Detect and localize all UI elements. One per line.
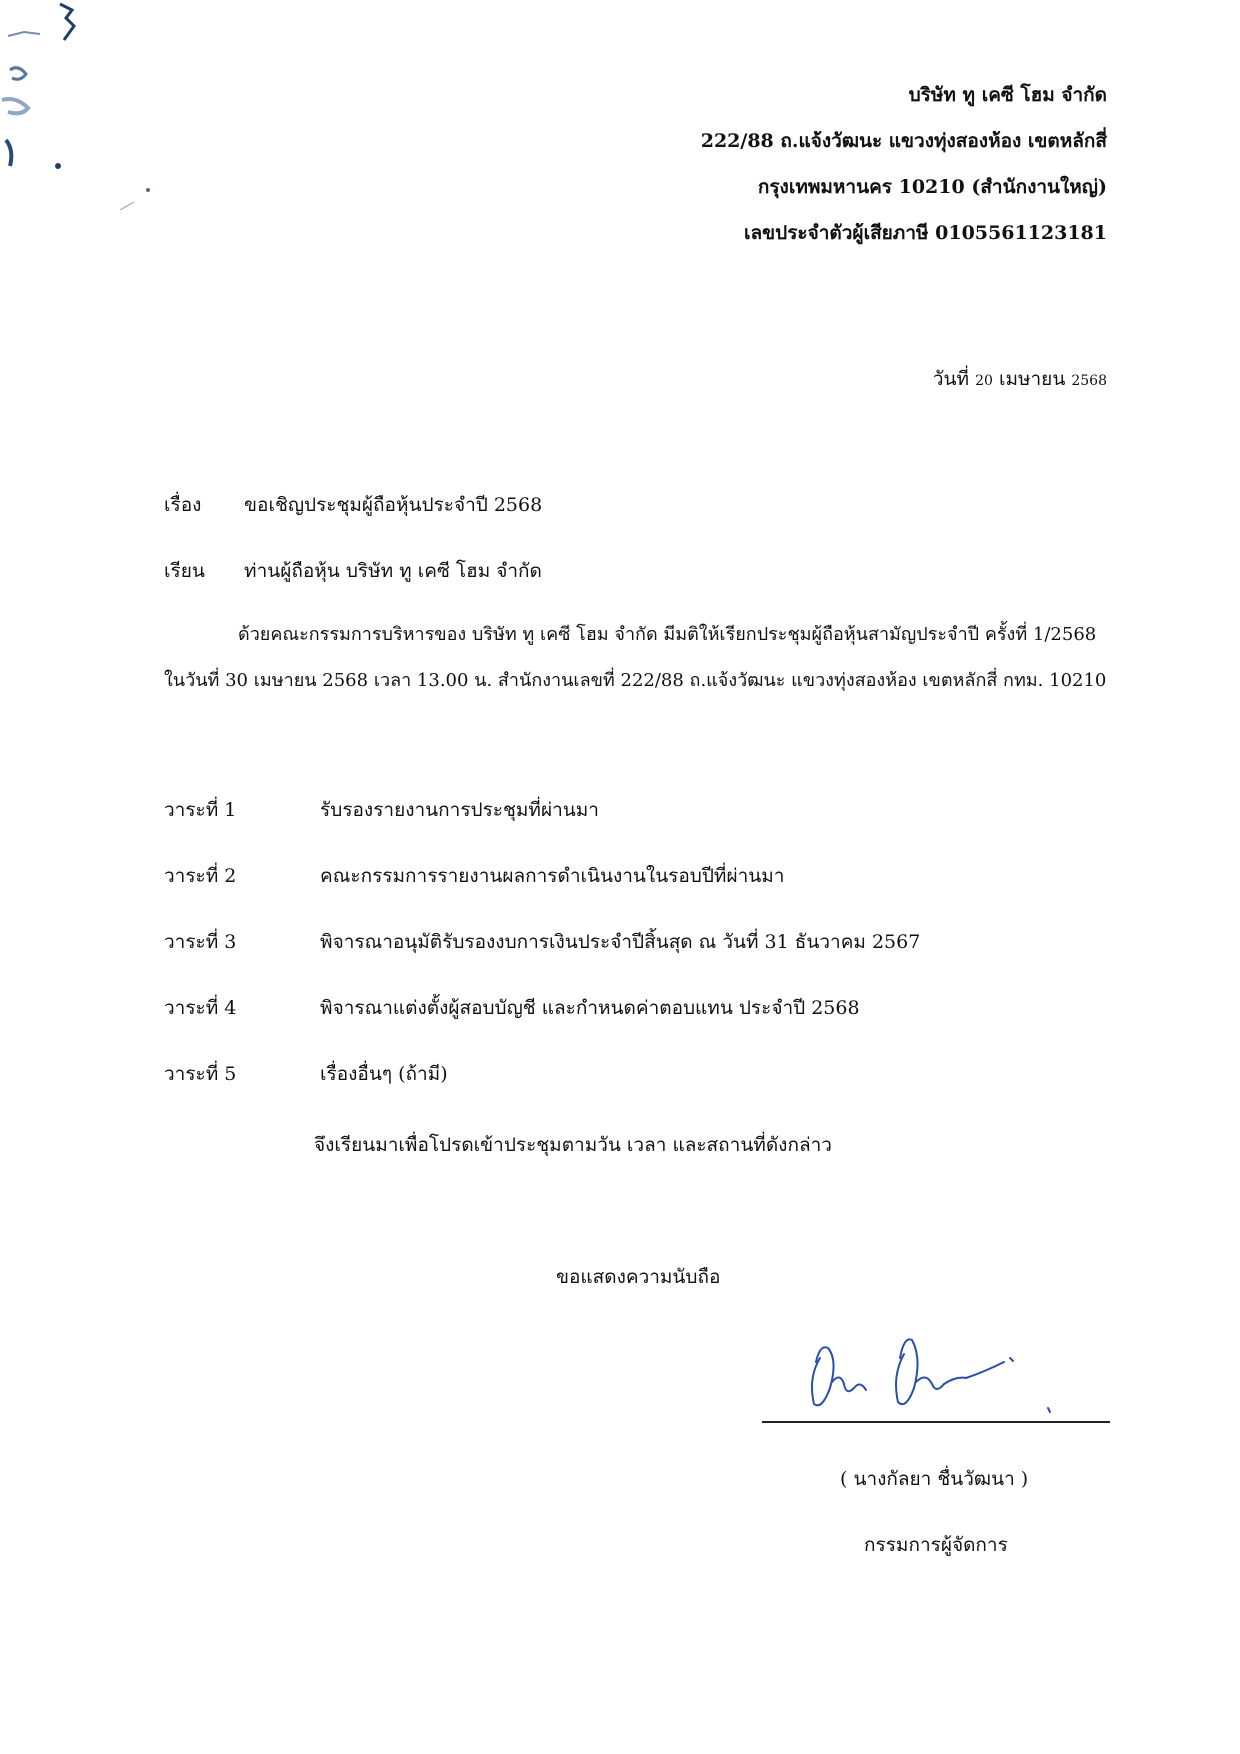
agenda-list (164, 795, 920, 1125)
agenda-number: วาระที่ 4 (164, 997, 237, 1019)
date-month: เมษายน (998, 368, 1066, 390)
company-address-line1: 222/88 ถ.แจ้งวัฒนะ แขวงทุ่งสองห้อง เขตหลักสี่ (700, 130, 1107, 152)
recipient-label: เรียน (164, 560, 205, 582)
agenda-text: รับรองรายงานการประชุมที่ผ่านมา (320, 799, 599, 821)
agenda-item (164, 861, 920, 927)
ink-smudge-mark (0, 0, 180, 220)
regards-text: ขอแสดงความนับถือ (556, 1266, 721, 1288)
recipient-text: ท่านผู้ถือหุ้น บริษัท ทู เคซี โฮม จำกัด (244, 560, 542, 582)
agenda-number: วาระที่ 2 (164, 865, 237, 887)
agenda-item (164, 795, 920, 861)
company-address-line2: กรุงเทพมหานคร 10210 (สำนักงานใหญ่) (757, 176, 1107, 198)
closing-sentence: จึงเรียนมาเพื่อโปรดเข้าประชุมตามวัน เวลา และสถานที่ดังกล่าว (314, 1134, 832, 1156)
agenda-item (164, 993, 920, 1059)
agenda-number: วาระที่ 1 (164, 799, 237, 821)
handwritten-signature (780, 1318, 1070, 1418)
signer-name: ( นางกัลยา ชื่นวัฒนา ) (840, 1468, 1029, 1490)
signature-line (762, 1421, 1110, 1423)
body-line-1: ด้วยคณะกรรมการบริหารของ บริษัท ทู เคซี โฮม จำกัด มีมติให้เรียกประชุมผู้ถือหุ้นสามัญประจำปี ครั้งที่ 1/2568 (238, 624, 1097, 645)
body-line-2: ในวันที่ 30 เมษายน 2568 เวลา 13.00 น. สำนักงานเลขที่ 222/88 ถ.แจ้งวัฒนะ แขวงทุ่งสองห้อง เขตหลักสี่ กทม. 10210 (164, 670, 1107, 691)
company-letterhead (701, 72, 1107, 256)
company-tax-id: เลขประจำตัวผู้เสียภาษี 0105561123181 (744, 222, 1107, 244)
recipient-row (164, 556, 542, 586)
subject-label: เรื่อง (164, 494, 202, 516)
letter-date (933, 364, 1107, 394)
agenda-text: พิจารณาแต่งตั้งผู้สอบบัญชี และกำหนดค่าตอบแทน ประจำปี 2568 (320, 997, 860, 1019)
agenda-text: พิจารณาอนุมัติรับรองงบการเงินประจำปีสิ้นสุด ณ วันที่ 31 ธันวาคม 2567 (320, 931, 921, 953)
agenda-text: เรื่องอื่นๆ (ถ้ามี) (320, 1063, 448, 1085)
agenda-number: วาระที่ 5 (164, 1063, 237, 1085)
date-label: วันที่ (932, 368, 970, 390)
date-year: 2568 (1071, 373, 1107, 389)
agenda-text: คณะกรรมการรายงานผลการดำเนินงานในรอบปีที่ผ่านมา (320, 865, 785, 887)
company-name: บริษัท ทู เคซี โฮม จำกัด (908, 84, 1107, 106)
signer-title: กรรมการผู้จัดการ (864, 1534, 1008, 1556)
date-day: 20 (975, 373, 993, 389)
subject-row (164, 490, 542, 520)
agenda-item (164, 927, 920, 993)
agenda-number: วาระที่ 3 (164, 931, 237, 953)
subject-text: ขอเชิญประชุมผู้ถือหุ้นประจำปี 2568 (244, 494, 543, 516)
body-paragraph (164, 612, 1107, 704)
agenda-item (164, 1059, 920, 1125)
